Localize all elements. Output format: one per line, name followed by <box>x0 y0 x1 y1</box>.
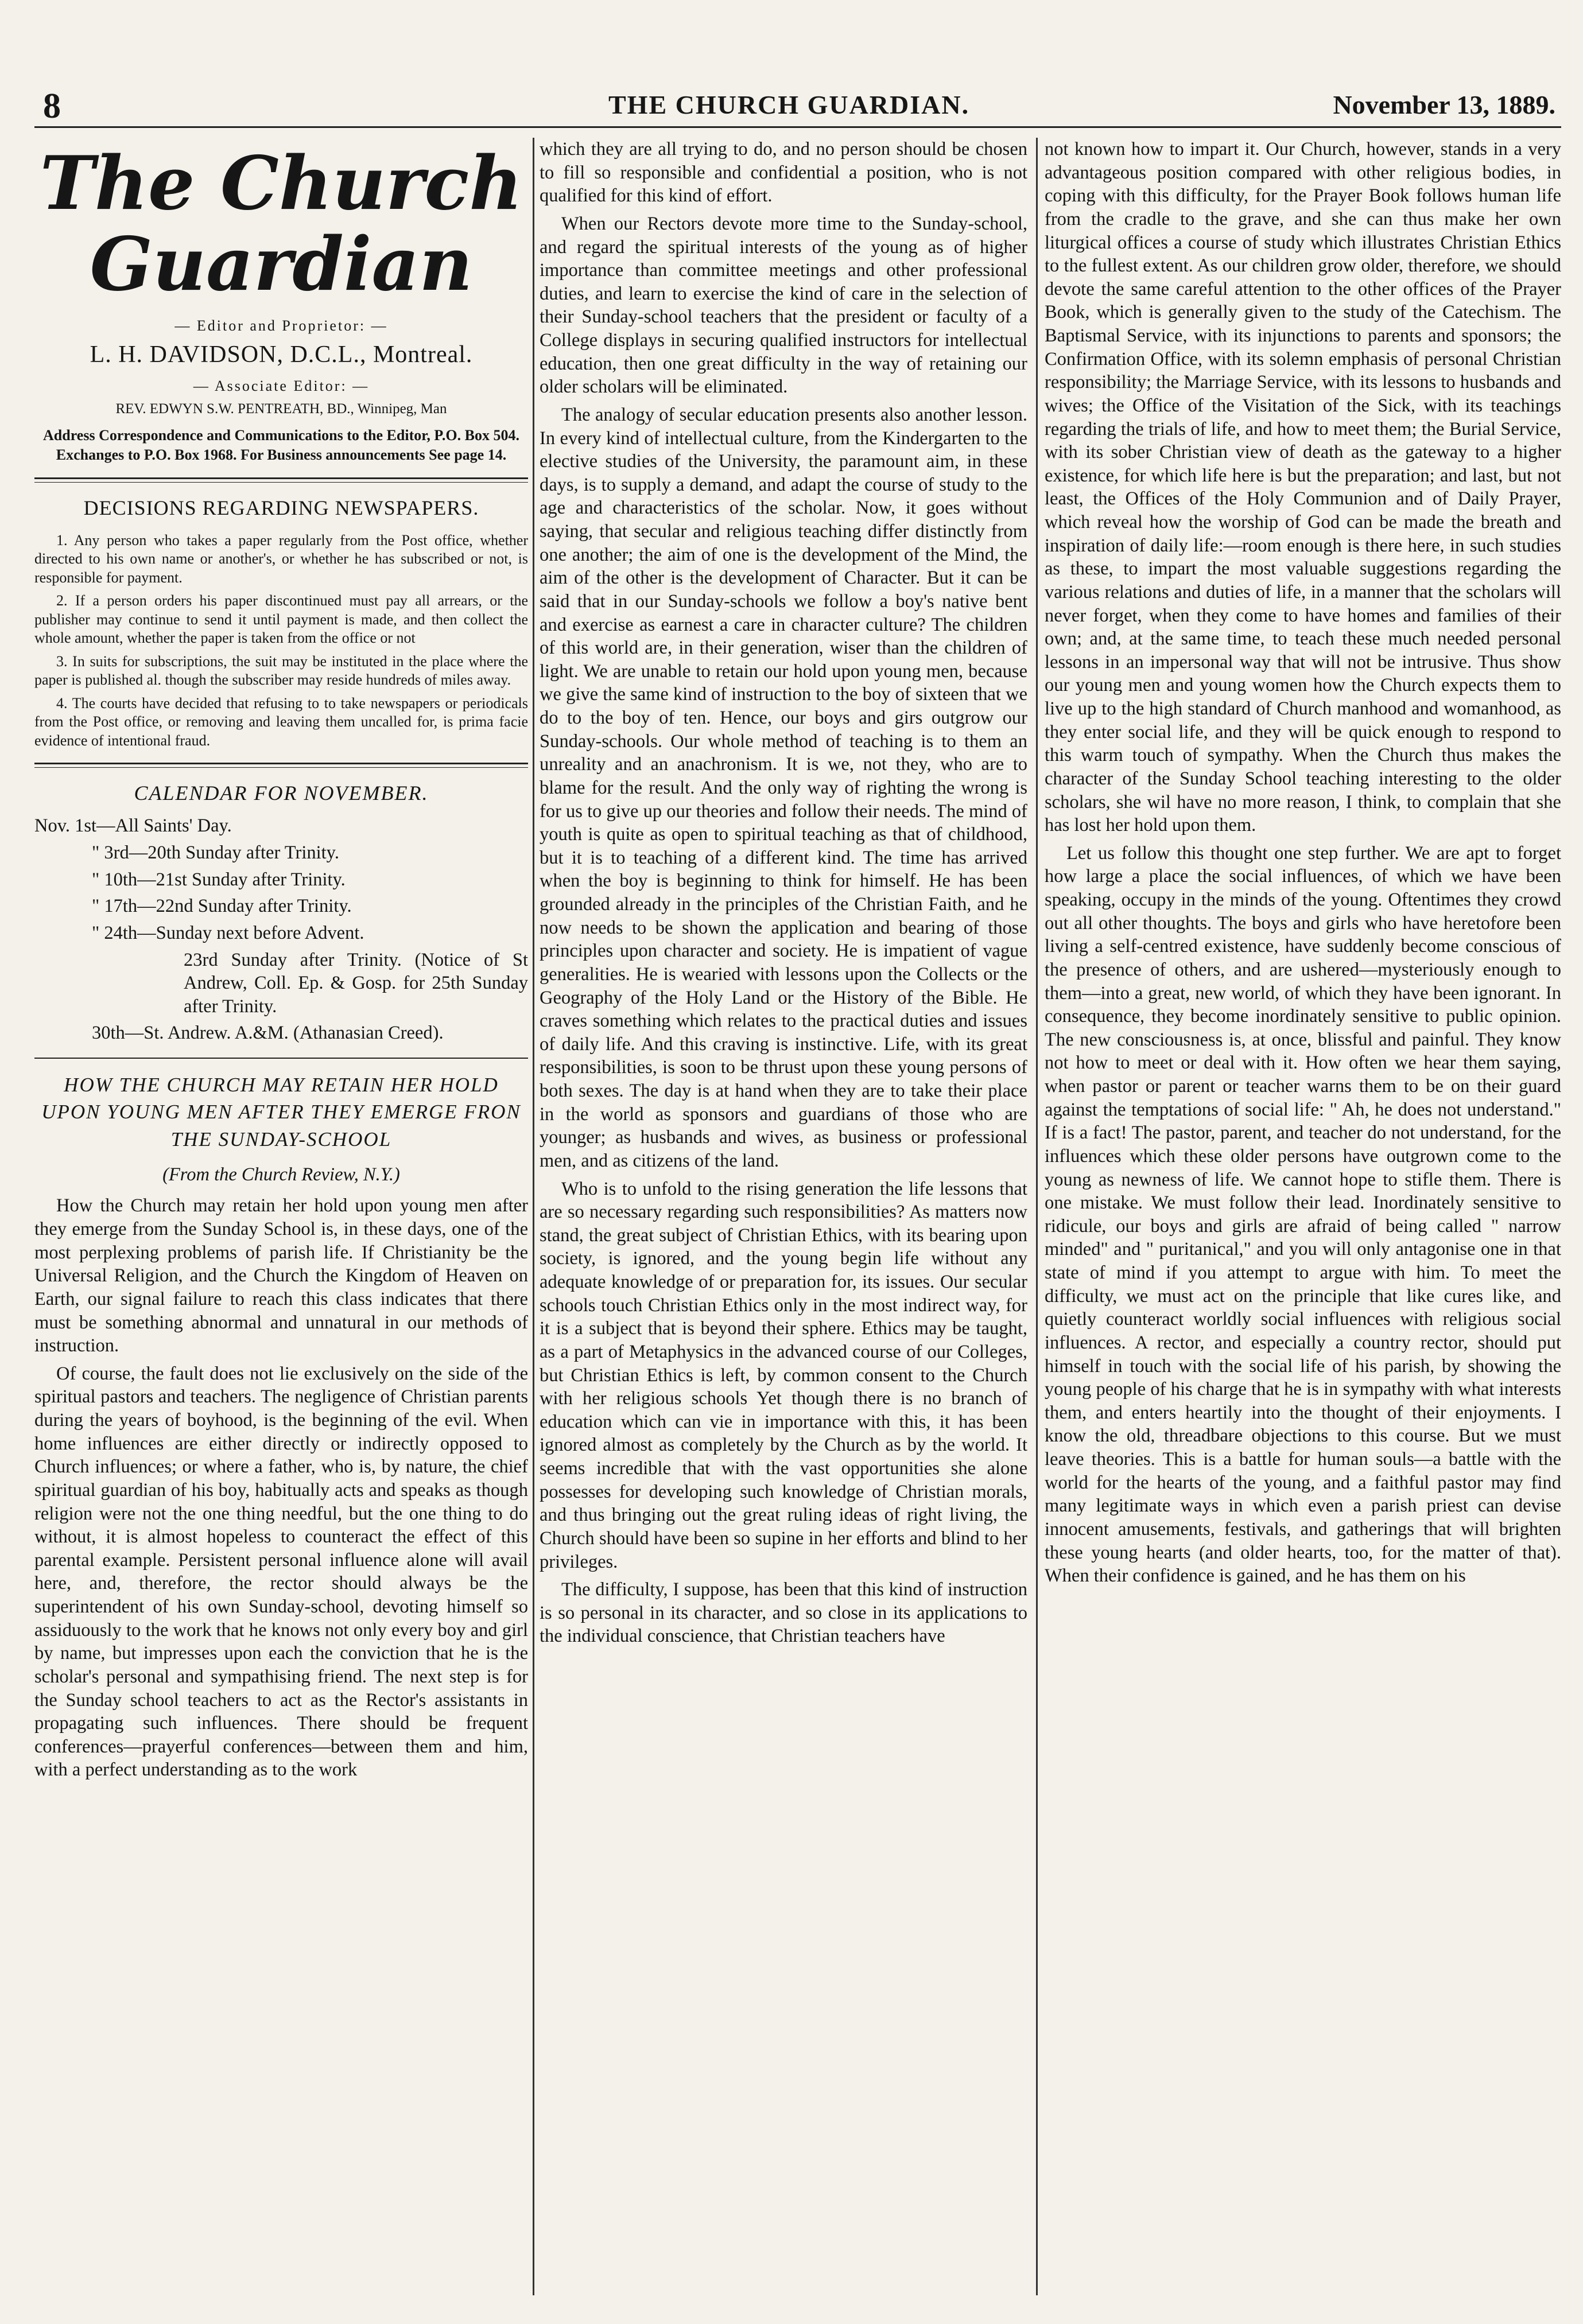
column-1 <box>34 138 528 2295</box>
article-paragraph: How the Church may retain her hold upon young men after they emerge from the Sunday School is, in these days, one of the most perplexing problems of parish life. If Christianity be the Universal Religion, and the Church the Kingdom of Heaven on Earth, our signal failure to reach this class indicates that there must be something abnormal and unnatural in our methods of instruction. <box>34 1195 528 1357</box>
column-rule <box>533 138 534 2295</box>
article-paragraph: The analogy of secular education presents also another lesson. In every kind of intellectual culture, from the Kindergarten to the elective studies of the University, the paramount aim, in these days, is to supply a demand, and adapt the course of study to the age and characteristics of the scholar. Now, it goes without saying, that secular and religious teaching differ distinctly from one another; the aim of one is the development of the Mind, the aim of the other is the development of Character. But it can be said that in our Sunday-schools we follow a boy's native bent and exercise as earnest a care in character culture? The children of this world are, in their generation, wiser than the children of light. We are unable to retain our hold upon young men, because we give the same kind of instruction to the boy of sixteen that we do to the boy of ten. Hence, our boys and girs outgrow our Sunday-schools. Our whole method of teaching is to them an unreality and an anachronism. It is we, not they, who are to blame for the result. And the only way of righting the wrong is for us to give up our theories and follow their needs. The mind of youth is quite as open to spiritual teaching as that of childhood, but it is to teaching of a different kind. The time has arrived when the boy is beginning to think for himself. He has been grounded already in the principles of the Christian Faith, and he now needs to be shown the application and bearing of those principles upon character and society. He is impatient of vague generalities. He is wearied with lessons upon the Collects or the Geography of the Holy Land or the History of the Bible. He craves something which relates to the practical duties and issues of daily life. And this craving is instinctive. Life, with its great responsibilities, is soon to be thrust upon these young persons of both sexes. The day is at hand when they are to take their place in the world as sponsors and guardians of those who are younger; as husbands and wives, as business or professional men, and as citizens of the land. <box>540 404 1027 1171</box>
article-paragraph: When our Rectors devote more time to the Sunday-school, and regard the spiritual interests of the young as of higher importance than committee meetings and other professional duties, and learn to exercise the kind of care in the selection of their Sunday-school teachers that the president or faculty of a College displays in securing qualified instructors for intellectual education, then one great difficulty in the way of retaining our older scholars will be eliminated. <box>540 213 1027 398</box>
article-paragraph: not known how to impart it. Our Church, however, stands in a very advantageous position compared with other religious bodies, in coping with this difficulty, for the Prayer Book follows human life from the cradle to the grave, and she can thus make her own liturgical offices a course of study which illustrates Christian Ethics to the fullest extent. As our children grow older, therefore, we should devote the same careful attention to the other offices of the Prayer Book, which is generally given to the study of the Catechism. The Baptismal Service, with its injunctions to parents and sponsors; the Confirmation Office, with its solemn emphasis of personal Christian responsibility; the Marriage Service, with its lessons to husbands and wives; the Office of the Visitation of the Sick, with its teachings regarding the trials of life, and how to meet them; the Burial Service, with its sober Christian view of death as the gateway to a higher existence, for which life here is but the preparation; and last, but not least, the Offices of the Holy Communion and of Daily Prayer, which reveal how the worship of God can be made the breath and inspiration of daily life:—room enough is there here, in such studies as these, to impart the most valuable suggestions regarding the various relations and duties of life, in a manner that the scholars will never forget, when they come to have homes and families of their own; and, at the same time, to teach these much needed personal lessons in an impersonal way that will not be intrusive. Thus show our young men and young women how the Church expects them to live up to the high standard of Church manhood and womanhood, as they enter social life, and they will be quick enough to respond to this warm touch of sympathy. When the Church thus makes the character of the Sunday School teaching interesting to the older scholars, she wil have no more reason, I think, to complain that she has lost her hold upon them. <box>1045 139 1561 836</box>
decision-item: 3. In suits for subscriptions, the suit may be instituted in the place where the paper is published al. though the subscriber may reside hundreds of miles away. <box>34 652 528 689</box>
decisions-heading: DECISIONS REGARDING NEWSPAPERS. <box>83 496 479 519</box>
calendar-entry: " 3rd—20th Sunday after Trinity. <box>92 842 339 864</box>
column-3 <box>1045 138 1561 2295</box>
masthead: The Church Guardian <box>40 141 523 308</box>
column-rule <box>1036 138 1038 2295</box>
page-header <box>34 80 1561 126</box>
calendar-entry: " 24th—Sunday next before Advent. <box>92 922 364 943</box>
newspaper-page <box>34 80 1561 2307</box>
article-source: (From the Church Review, N.Y.) <box>162 1164 400 1185</box>
editor-name: L. H. DAVIDSON, D.C.L., Montreal. <box>90 341 473 368</box>
calendar-heading: CALENDAR FOR NOVEMBER. <box>134 782 429 805</box>
article-paragraph: Who is to unfold to the rising generation the life lessons that are so necessary regarding such responsibilities? As matters now stand, the great subject of Christian Ethics, with its bearing upon society, is ignored, and the young begin life without any adequate knowledge of or preparation for, its issues. Our secular schools touch Christian Ethics only in the most indirect way, for it is a subject that is beyond their sphere. Ethics may be taught, as a part of Metaphysics in the advanced course of our Colleges, but Christian Ethics is left, by common consent to the Church with her religious schools Yet though there is no branch of education which can vie in importance with this, it has been ignored almost as completely by the Church as by the world. It seems incredible that with the vast opportunities she alone possesses for developing such knowledge of Christian morals, and thus bringing out the great ruling ideas of right living, the Church should have been so supine in her efforts and blind to her privileges. <box>540 1178 1027 1572</box>
decision-item: 2. If a person orders his paper discontinued must pay all arrears, or the publisher may continue to send it until payment is made, and then collect the whole amount, whether the paper is taken from the office or not <box>34 592 528 647</box>
page-number: 8 <box>43 87 61 126</box>
decision-item: 1. Any person who takes a paper regularly from the Post office, whether directed to his own name or another's, or whether he has subscribed or not, is responsible for payment. <box>34 531 528 586</box>
article-paragraph: Let us follow this thought one step further. We are apt to forget how large a place the social influences, of which we have been speaking, occupy in the minds of the young. Oftentimes they crowd out all other thoughts. The boys and girls who have heretofore been living a self-centred existence, have suddenly become conscious of the presence of others, and are ushered—mysteriously enough to them—into a great, new world, of which they have been ignorant. In consequence, they become inordinately sensitive to public opinion. The new consciousness is, at once, blissful and painful. They know not how to meet or deal with it. How often we hear them saying, when pastor or parent or teacher warns them to be on their guard against the temptations of social life: " Ah, he does not understand." If is a fact! The pastor, parent, and teacher do not understand, for the influences which these older persons have outgrown come to the young as newness of life. We cannot hope to stifle them. There is one mistake. We must follow their lead. Inordinately sensitive to ridicule, our boys and girls are afraid of being called " narrow minded" and " puritanical," and you will only antagonise one in that state of mind if you attempt to argue with him. To meet the difficulty, we must act on the principle that like cures like, and quietly counteract worldly social influences with religious social influences. A rector, and especially a country rector, should put himself in touch with the social life of his parish, by showing the young people of his charge that he is in sympathy with what interests them, and enters heartily into the thought of their enjoyments. I know the old, threadbare objections to this course. But we must leave theories. This is a battle for human souls—a battle with the world for the hearts of the young, and a faithful pastor may find many legitimate ways in which even a parish priest can devise innocent amusements, festivals, and gatherings that will brighten these young hearts (and older hearts, too, for the matter of that). When their confidence is gained, and he has them on his <box>1045 842 1561 1587</box>
calendar-entry: 30th—St. Andrew. A.&M. (Athanasian Creed). <box>92 1023 444 1044</box>
header-rule <box>34 126 1561 128</box>
address-notice: Address Correspondence and Communications to the Editor, P.O. Box 504. Exchanges to P.O. Box 1968. For Business announcements See page 14. <box>43 427 519 464</box>
calendar-entry: " 17th—22nd Sunday after Trinity. <box>92 896 352 917</box>
article-paragraph: Of course, the fault does not lie exclusively on the side of the spiritual pastors and teachers. The negligence of Christian parents during the years of boyhood, is the beginning of the evil. When home influences are either directly or indirectly opposed to Church influences; or where a father, who is, by nature, the chief spiritual guardian of his boy, habitually acts and speaks as though religion were not the one thing needful, but the one thing to do without, it is almost hopeless to counteract the effect of this parental example. Persistent personal influence alone will avail here, and, therefore, the rector should always be the superintendent of his own Sunday-school, devoting himself so assiduously to the work that he knows not only every boy and girl by name, but impresses upon each the conviction that he is the scholar's personal and sympathising friend. The next step is for the Sunday school teachers to act as the Rector's assistants in propagating such influences. There should be frequent conferences—prayerful conferences—between them and him, with a perfect understanding as to the work <box>34 1363 528 1781</box>
section-rule <box>34 477 528 483</box>
section-rule <box>34 763 528 768</box>
section-rule <box>34 1058 528 1059</box>
associate-editor-label: — Associate Editor: — <box>193 377 370 394</box>
decision-item: 4. The courts have decided that refusing to to take newspapers or periodicals from the Post office, or removing and leaving them uncalled for, is prima facie evidence of intentional fraud. <box>34 694 528 749</box>
column-2 <box>540 138 1027 2295</box>
issue-date: November 13, 1889. <box>1333 90 1555 119</box>
article-paragraph: The difficulty, I suppose, has been that this kind of instruction is so personal in its character, and so close in its applications to the individual conscience, that Christian teachers have <box>540 1579 1027 1647</box>
article-paragraph: which they are all trying to do, and no person should be chosen to fill so responsible and confidential a position, who is not qualified for this kind of effort. <box>540 139 1027 207</box>
editor-label: — Editor and Proprietor: — <box>174 317 388 334</box>
calendar-entry: " 10th—21st Sunday after Trinity. <box>92 869 346 890</box>
article-title: HOW THE CHURCH MAY RETAIN HER HOLD UPON YOUNG MEN AFTER THEY EMERGE FRON THE SUNDAY-SCHOOL <box>41 1074 521 1151</box>
associate-editor-name: REV. EDWYN S.W. PENTREATH, BD., Winnipeg, Man <box>115 401 447 417</box>
calendar-entry: 23rd Sunday after Trinity. (Notice of St Andrew, Coll. Ep. & Gosp. for 25th Sunday after Trinity. <box>184 949 528 1017</box>
calendar-entry: Nov. 1st—All Saints' Day. <box>34 815 232 837</box>
running-title: THE CHURCH GUARDIAN. <box>608 90 970 119</box>
